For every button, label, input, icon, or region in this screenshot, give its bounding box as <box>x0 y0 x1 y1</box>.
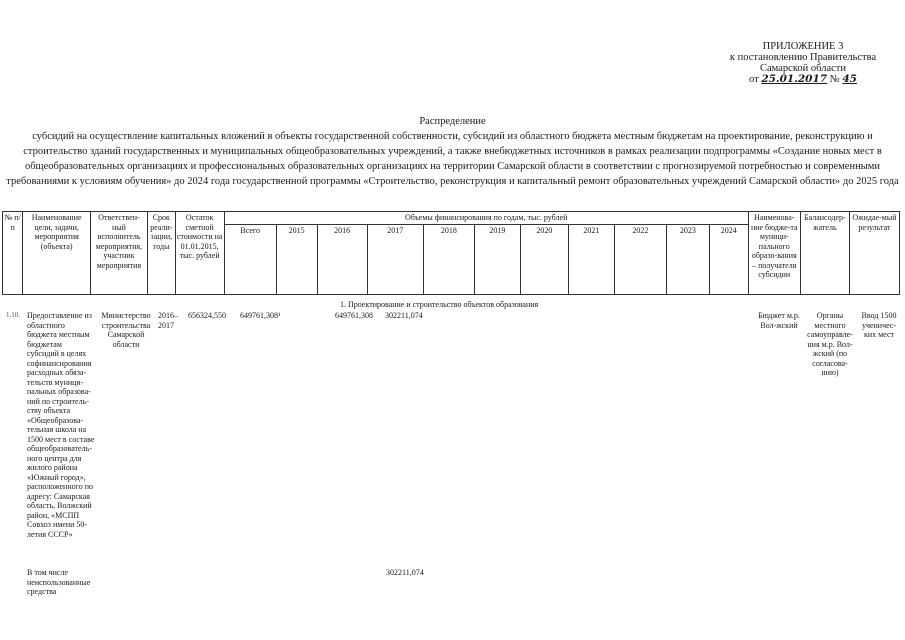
title-heading: Распределение <box>419 116 486 127</box>
row-holder: Органы местного самоуправле-ния м.р. Вол-жский (по согласова-нию) <box>807 311 853 377</box>
row-result: Ввод 1500 ученичес-ких мест <box>861 311 897 339</box>
header-2022: 2022 <box>614 225 666 295</box>
header-holder: Балансодер-жатель <box>800 212 849 295</box>
financing-table <box>2 211 900 295</box>
header-budget: Наименова-ние бюдже-та муници-пального образо-вания – получателя субсидии <box>748 212 800 295</box>
header-2021: 2021 <box>568 225 614 295</box>
handwritten-number: 45 <box>842 73 857 85</box>
subrow-2017: 302211,074 <box>386 568 424 577</box>
date-prefix: от <box>749 74 759 85</box>
appendix-line3: Самарской области <box>760 63 846 74</box>
row-2017: 302211,074 <box>385 311 423 320</box>
header-2024: 2024 <box>709 225 748 295</box>
row-remainder: 656324,550 <box>188 311 226 320</box>
row-total: 649761,308¹ <box>240 311 281 320</box>
header-2019: 2019 <box>474 225 520 295</box>
header-remainder: Остаток сметной стоимости на 01.01.2015, тыс. рублей <box>175 212 224 295</box>
header-result: Ожидае-мый результат <box>849 212 899 295</box>
row-name: Предоставление из областного бюджета местным бюджетам субсидий в целях софинансирования расходных обяза-тельств муници-пальных образова-ний по строитель-ству объекта «Общеобразова-тельная школа на 1500 мест в составе общеобразователь-ного центра для жилого района «Южный город», расположенного по адресу: Самарская область, Волжский район, «МСПП Совхоз имени 50-летия СССР» <box>27 311 95 539</box>
header-2015: 2015 <box>276 225 317 295</box>
header-2020: 2020 <box>520 225 568 295</box>
header-2017: 2017 <box>367 225 423 295</box>
row-executor: Министерство строительства Самарской области <box>101 311 151 349</box>
title-text: субсидий на осуществление капитальных вложений в объекты государственной собственности, субсидий из областного бюджета местным бюджетам на проектирование, реконструкцию и строительство зданий государственных и муниципальных общеобразовательных учреждений, а также внебюджетных источников в рамках реализации подпрограммы «Создание новых мест в общеобразовательных организациях и профессиональных образовательных организациях на территории Самарской области в соответствии с прогнозируемой потребностью и современными требованиями к условиям обучения» до 2024 года государственной программы «Строительство, реконструкция и капитальный ремонт образовательных учреждений Самарской области» до 2025 года <box>6 131 899 187</box>
header-volumes: Объемы финансирования по годам, тыс. рублей <box>224 212 748 225</box>
row-budget: Бюджет м.р. Вол-жский <box>758 311 800 330</box>
appendix-line1: ПРИЛОЖЕНИЕ 3 <box>762 41 844 52</box>
header-executor: Ответствен-ный исполнитель мероприятия, участник мероприятия <box>90 212 147 295</box>
appendix-line2: к постановлению Правительства <box>729 52 877 63</box>
appendix-date-line <box>723 74 883 85</box>
row-2016: 649761,308 <box>335 311 373 320</box>
header-2023: 2023 <box>666 225 709 295</box>
appendix-block <box>723 41 883 85</box>
document-title <box>0 114 905 189</box>
row-num: 1.10. <box>6 311 20 319</box>
header-name: Наименование цели, задачи, мероприятия (объекта) <box>23 212 90 295</box>
handwritten-date: 25.01.2017 <box>761 73 828 85</box>
header-num: № п/п <box>3 212 23 295</box>
header-2018: 2018 <box>423 225 474 295</box>
header-row-1 <box>3 212 900 225</box>
header-2016: 2016 <box>317 225 367 295</box>
header-term: Срок реали-зации, годы <box>148 212 176 295</box>
row-term: 2016–2017 <box>158 311 178 330</box>
number-prefix: № <box>829 74 840 85</box>
subrow-label: В том числе неиспользованные средства <box>27 568 91 596</box>
section-heading: 1. Проектирование и строительство объектов образования <box>340 300 539 309</box>
header-total: Всего <box>224 225 276 295</box>
